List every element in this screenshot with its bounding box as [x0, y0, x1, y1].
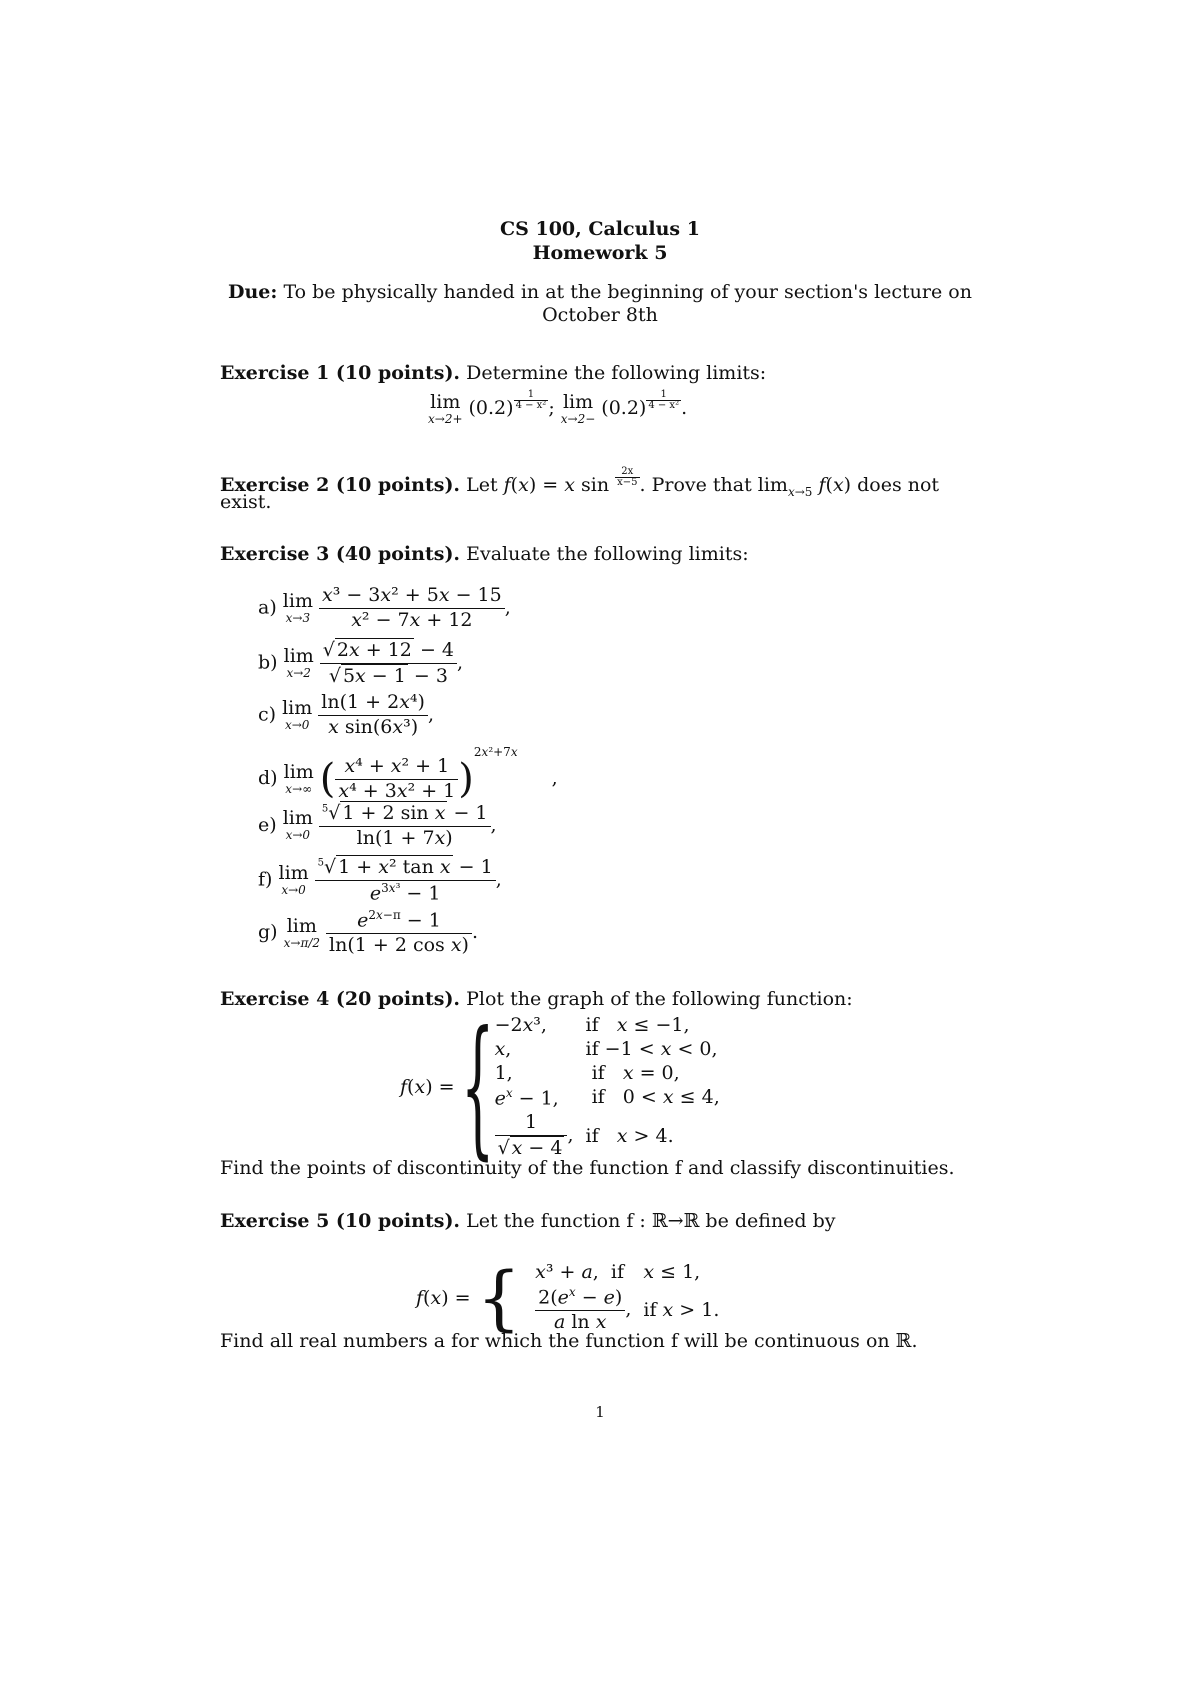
exercise-4-question: Find the points of discontinuity of the function f and classify discontinuities.	[220, 1157, 955, 1179]
due-label: Due:	[228, 281, 278, 303]
limit-f: f) lim x→0 $\frac{^5√ 1 + x^2 \tan x - 1}{e^{3x^3} - 1}$ ,	[258, 856, 502, 905]
exercise-4-intro	[220, 988, 853, 1010]
due-text: To be physically handed in at the beginning of your section's lecture on	[283, 281, 972, 303]
limit-b-label: b)	[258, 651, 278, 674]
exercise-5-text: Let the function f : ℝ→ℝ be defined by	[466, 1210, 836, 1232]
limit-a-label: a)	[258, 596, 277, 619]
exercise-4-heading: Exercise 4 (20 points).	[220, 988, 461, 1010]
limit-c-label: c)	[258, 703, 277, 726]
limit-e-label: e)	[258, 813, 277, 836]
limit-c: c) lim x→0 $\frac{\text{ln(1 + 2x⁴)}}{\text{x sin(6x³)}}$ ,	[258, 691, 434, 738]
due-line	[0, 281, 1200, 303]
document-title: CS 100, Calculus 1	[500, 218, 700, 240]
exercise-1-text: Determine the following limits:	[466, 362, 767, 384]
exercise-5-heading: Exercise 5 (10 points).	[220, 1210, 461, 1232]
limit-a: a) lim x→3 $\frac{\text{x³ − 3x² + 5x − 15}}{\text{x² − 7x + 12}}$ ,	[258, 584, 511, 631]
exercise-3-heading: Exercise 3 (40 points).	[220, 543, 461, 565]
exercise-2-text-cont: exist.	[220, 491, 272, 513]
exercise-2-heading: Exercise 2 (10 points).	[220, 474, 461, 496]
exercise-2-intro: Exercise 2 (10 points). Let f(x) = x sin $\frac{2x}{x-5}$ . Prove that $\lim_{x\to 5} f(x)$ does not	[220, 466, 940, 499]
exercise-3-intro	[220, 543, 749, 565]
limit-e: e) lim x→0 $\frac{^5√ 1 + 2 \sin x - 1}{\ln(1 + 7x)}$ ,	[258, 802, 497, 849]
limit-f-label: f)	[258, 868, 273, 891]
exercise-1-formula: lim x→2+ (0.2) $\frac{1}{\text{4 − x²}}$ ; lim x→2− (0.2) $\frac{1}{\text{4 − x²}}$ .	[428, 389, 688, 426]
document-subtitle: Homework 5	[532, 242, 668, 264]
exercise-3-text: Evaluate the following limits:	[466, 543, 749, 565]
due-date: October 8th	[542, 304, 658, 326]
exercise-1-heading: Exercise 1 (10 points).	[220, 362, 461, 384]
exercise-4-piecewise: f(x) = { −2x³, if x ≤ −1, x, if −1 < x < 0, 1, if x = 0, $e^x - 1$, if 0 < x ≤ 4, $\frac{1}{√ x - 4}$ , if x > 4.	[400, 1000, 720, 1174]
exercise-5-question: Find all real numbers a for which the function f will be continuous on ℝ.	[220, 1330, 918, 1352]
exercise-5-intro	[220, 1210, 836, 1232]
limit-b: b) lim x→2 $\frac{√ 2x + 12 - 4}{√ 5x - 1 - 3}$ ,	[258, 639, 464, 687]
page-number: 1	[595, 1403, 605, 1421]
limit-g-label: g)	[258, 920, 278, 943]
exercise-1-intro	[220, 362, 766, 384]
limit-g: g) lim x→π/2 $\frac{e^{2x-\pi} - 1}{\text{ln(1 + 2 cos x)}}$ .	[258, 908, 479, 957]
limit-d: d) lim x→∞ ( $\frac{\text{x⁴ + x² + 1}}{\text{x⁴ + 3x² + 1}}$ )$^{2x^2+7x}$,	[258, 745, 558, 802]
limit-d-label: d)	[258, 767, 278, 789]
exercise-4-text: Plot the graph of the following function:	[466, 988, 853, 1010]
exercise-5-piecewise: f(x) = { x³ + a, if x ≤ 1, $\frac{2(e^x - e)}{\text{a ln x}}$ , if x > 1.	[416, 1256, 720, 1339]
